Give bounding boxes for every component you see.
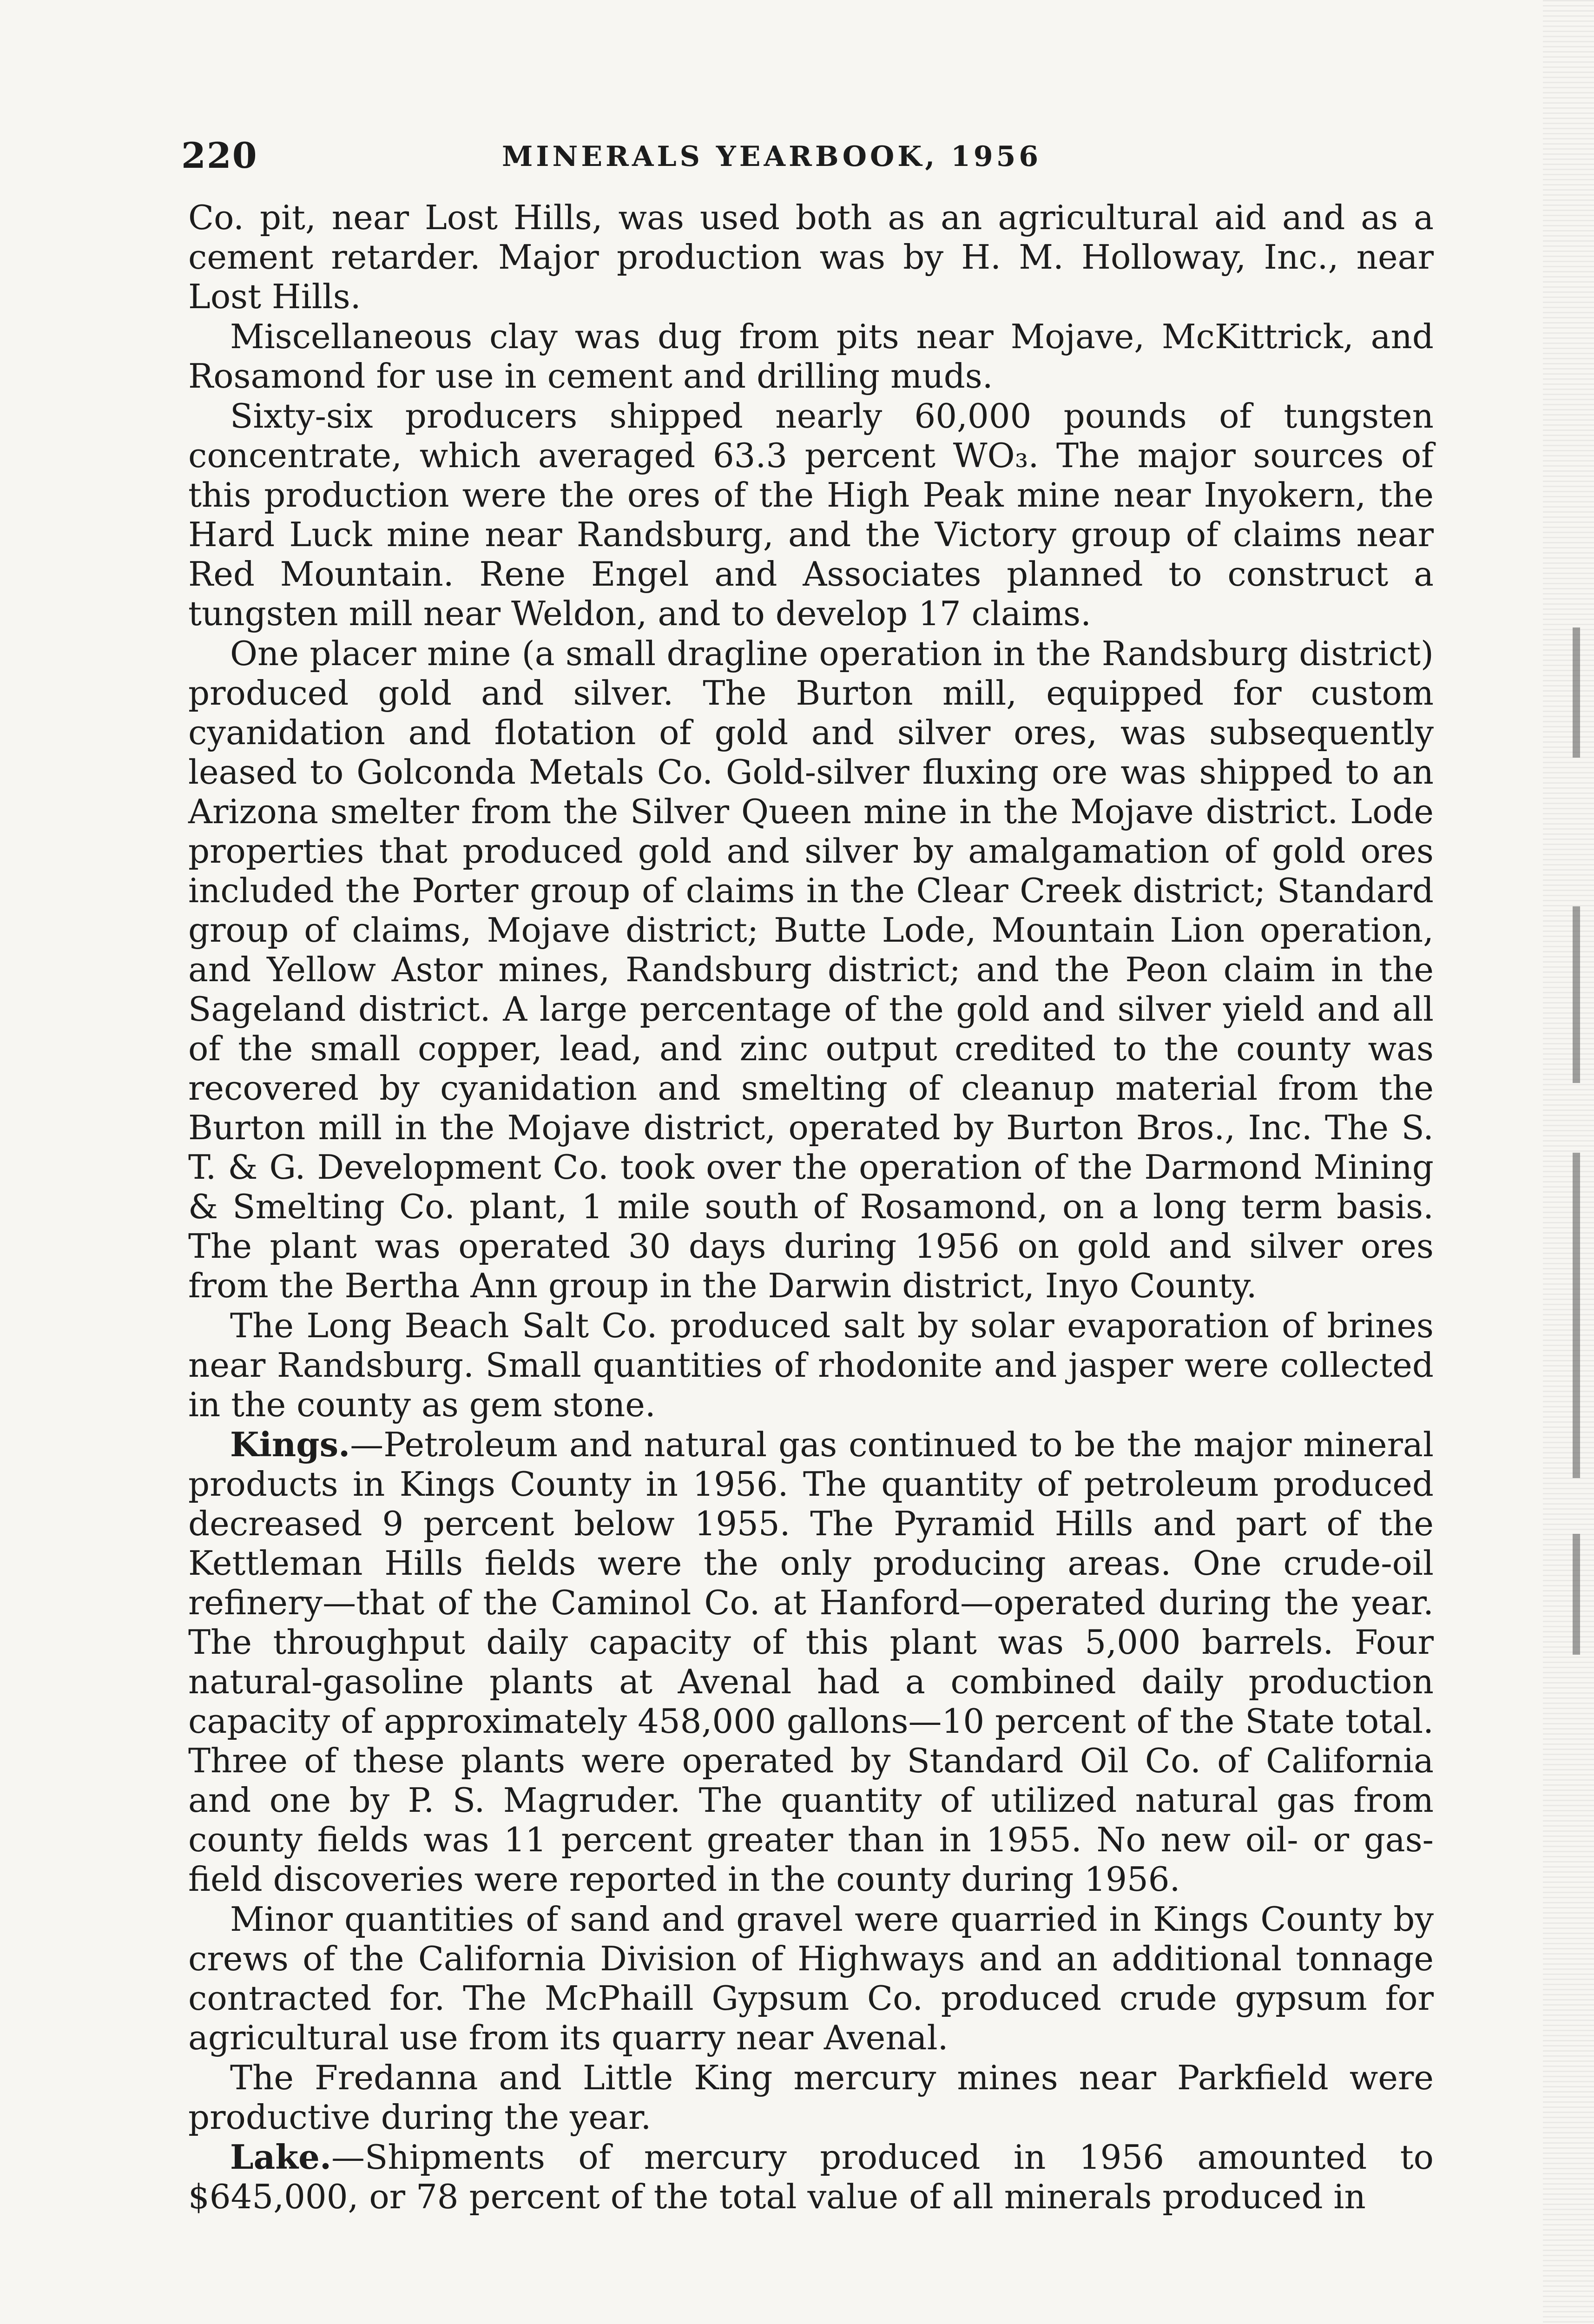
scan-edge-mark: [1573, 627, 1580, 758]
paragraph-text: The Fredanna and Little King mercury mines near Parkfield were productive during the year.: [188, 2058, 1434, 2137]
page-number: 220: [181, 135, 258, 176]
scan-edge-mark: [1573, 1534, 1580, 1655]
paragraph-text: The Long Beach Salt Co. produced salt by solar evaporation of brines near Randsburg. Small quantities of rhodonite and jasper were collected in the county as gem stone.: [188, 1306, 1434, 1424]
running-title: MINERALS YEARBOOK, 1956: [502, 140, 1042, 173]
paragraph: [188, 1899, 1434, 2058]
paragraph: [188, 1306, 1434, 1425]
scan-edge-mark: [1573, 906, 1580, 1083]
paragraph: [188, 634, 1434, 1306]
paragraph-text: Minor quantities of sand and gravel were quarried in Kings County by crews of the California Division of Highways and an additional tonnage contracted for. The McPhaill Gypsum Co. produced crude gypsum for agricultural use from its quarry near Avenal.: [188, 1900, 1434, 2057]
paragraph: [188, 198, 1434, 317]
paragraph-text: —Petroleum and natural gas continued to be the major mineral products in Kings County in 1956. The quantity of petroleum produced decreased 9 percent below 1955. The Pyramid Hills and part of the Kettleman Hills fields were the only producing areas. One crude-oil refinery—that of the Caminol Co. at Hanford—operated during the year. The throughput daily capacity of this plant was 5,000 barrels. Four natural-gasoline plants at Avenal had a combined daily production capacity of approximately 458,000 gallons—10 percent of the State total. Three of these plants were operated by Standard Oil Co. of California and one by P. S. Magruder. The quantity of utilized natural gas from county fields was 11 percent greater than in 1955. No new oil- or gas-field discoveries were reported in the county during 1956.: [188, 1425, 1434, 1899]
paragraph-text: One placer mine (a small dragline operation in the Randsburg district) produced gold and silver. The Burton mill, equipped for custom cyanidation and flotation of gold and silver ores, was subsequently leased to Golconda Metals Co. Gold-silver fluxing ore was shipped to an Arizona smelter from the Silver Queen mine in the Mojave district. Lode properties that produced gold and silver by amalgamation of gold ores included the Porter group of claims in the Clear Creek district; Standard group of claims, Mojave district; Butte Lode, Mountain Lion operation, and Yellow Astor mines, Randsburg district; and the Peon claim in the Sageland district. A large percentage of the gold and silver yield and all of the small copper, lead, and zinc output credited to the county was recovered by cyanidation and smelting of cleanup material from the Burton mill in the Mojave district, operated by Burton Bros., Inc. The S. T. & G. Development Co. took over the operation of the Darmond Mining & Smelting Co. plant, 1 mile south of Rosamond, on a long term basis. The plant was operated 30 days during 1956 on gold and silver ores from the Bertha Ann group in the Darwin district, Inyo County.: [188, 634, 1434, 1305]
paragraph-kings: [188, 1425, 1434, 1899]
paragraph-text: —Shipments of mercury produced in 1956 amounted to $645,000, or 78 percent of the total value of all minerals produced in: [188, 2138, 1434, 2216]
paragraph-text: Sixty-six producers shipped nearly 60,000 pounds of tungsten concentrate, which averaged 63.3 percent WO₃. The major sources of this production were the ores of the High Peak mine near Inyokern, the Hard Luck mine near Randsburg, and the Victory group of claims near Red Mountain. Rene Engel and Associates planned to construct a tungsten mill near Weldon, and to develop 17 claims.: [188, 396, 1434, 633]
section-run-in-head: Lake.: [230, 2137, 332, 2177]
scan-edge-noise: [1543, 0, 1594, 2324]
paragraph: [188, 317, 1434, 396]
scan-edge-mark: [1573, 1153, 1580, 1478]
section-run-in-head: Kings.: [230, 1425, 350, 1464]
paragraph-lake: [188, 2137, 1434, 2217]
paragraph: [188, 396, 1434, 634]
page-header: [181, 135, 1436, 186]
paragraph-text: Co. pit, near Lost Hills, was used both as an agricultural aid and as a cement retarder. Major production was by H. M. Holloway, Inc., near Lost Hills.: [188, 198, 1434, 316]
paragraph: [188, 2058, 1434, 2137]
paragraph-text: Miscellaneous clay was dug from pits near Mojave, McKittrick, and Rosamond for use in cement and drilling muds.: [188, 317, 1434, 396]
body-text: [188, 198, 1434, 2217]
